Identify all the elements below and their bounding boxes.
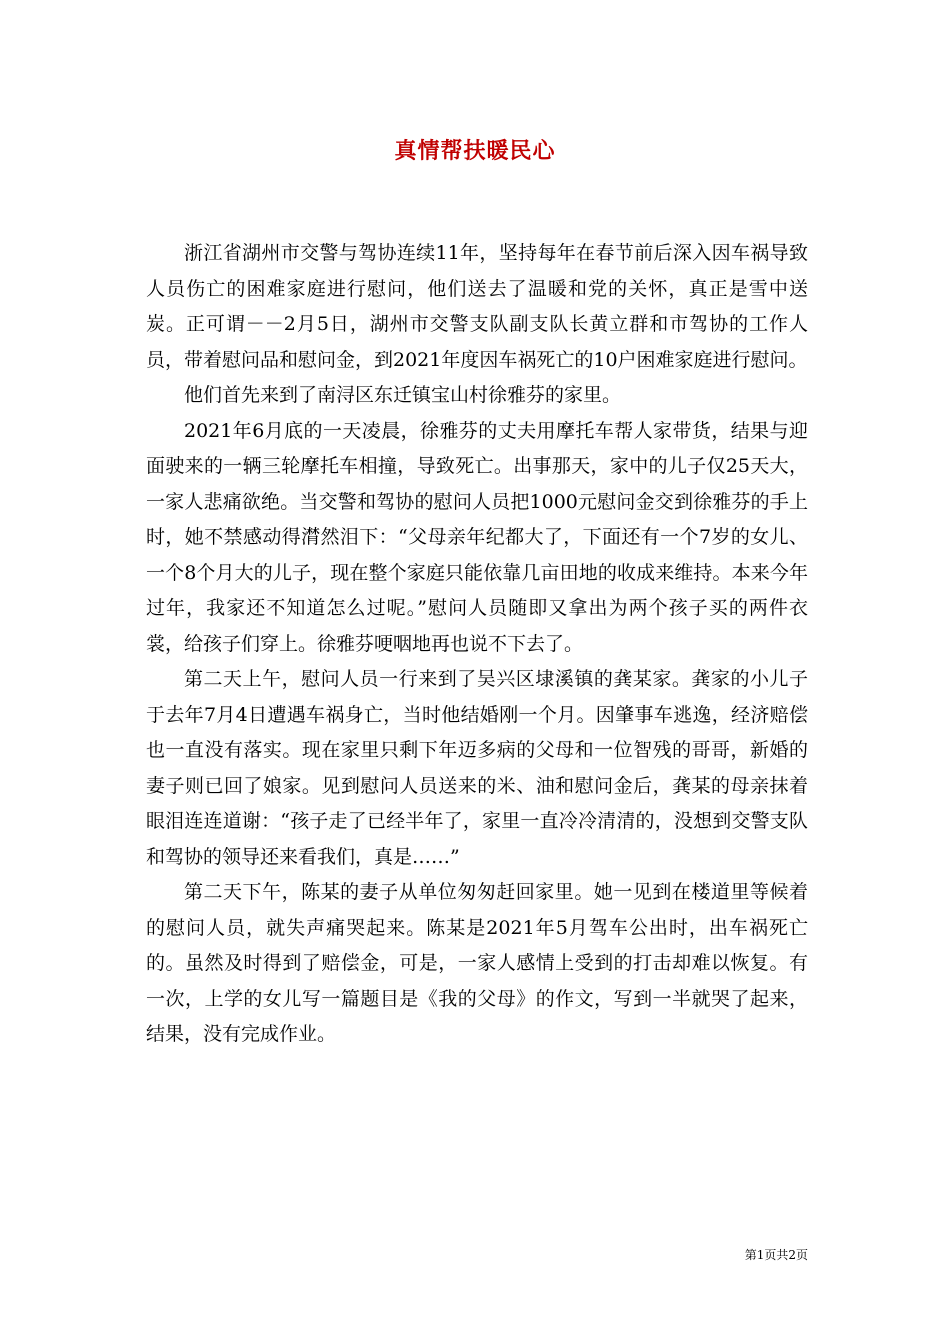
paragraph-1: 浙江省湖州市交警与驾协连续11年，坚持每年在春节前后深入因车祸导致人员伤亡的困难家庭进行慰问，他们送去了温暖和党的关怀，真正是雪中送炭。正可谓－－2月5日，湖州市交警支队副支队长黄立群和市驾协的工作人员，带着慰问品和慰问金，到2021年度因车祸死亡的10户困难家庭进行慰问。 [146, 242, 808, 371]
paragraph-5: 第二天下午，陈某的妻子从单位匆匆赶回家里。她一见到在楼道里等候着的慰问人员，就失声痛哭起来。陈某是2021年5月驾车公出时，出车祸死亡的。虽然及时得到了赔偿金，可是，一家人感情上受到的打击却难以恢复。有一次，上学的女儿写一篇题目是《我的父母》的作文，写到一半就哭了起来，结果，没有完成作业。 [146, 881, 808, 1045]
paragraph-4: 第二天上午，慰问人员一行来到了吴兴区埭溪镇的龚某家。龚家的小儿子于去年7月4日遭遇车祸身亡，当时他结婚刚一个月。因肇事车逃逸，经济赔偿也一直没有落实。现在家里只剩下年迈多病的父母和一位智残的哥哥，新婚的妻子则已回了娘家。见到慰问人员送来的米、油和慰问金后，龚某的母亲抹着眼泪连连道谢：“孩子走了已经半年了，家里一直冷冷清清的，没想到交警支队和驾协的领导还来看我们，真是……” [146, 668, 808, 868]
paragraph-2: 他们首先来到了南浔区东迁镇宝山村徐雅芬的家里。 [184, 384, 622, 406]
paragraph-3: 2021年6月底的一天凌晨，徐雅芬的丈夫用摩托车帮人家带货，结果与迎面驶来的一辆三轮摩托车相撞，导致死亡。出事那天，家中的儿子仅25天大，一家人悲痛欲绝。当交警和驾协的慰问人员把1000元慰问金交到徐雅芬的手上时，她不禁感动得潸然泪下：“父母亲年纪都大了，下面还有一个7岁的女儿、一个8个月大的儿子，现在整个家庭只能依靠几亩田地的收成来维持。本来今年过年，我家还不知道怎么过呢。”慰问人员随即又拿出为两个孩子买的两件衣裳，给孩子们穿上。徐雅芬哽咽地再也说不下去了。 [146, 419, 808, 655]
document-title: 真情帮扶暖民心 [394, 138, 556, 164]
page-number-footer: 第1页共2页 [744, 1248, 808, 1262]
document-body [146, 236, 808, 1053]
